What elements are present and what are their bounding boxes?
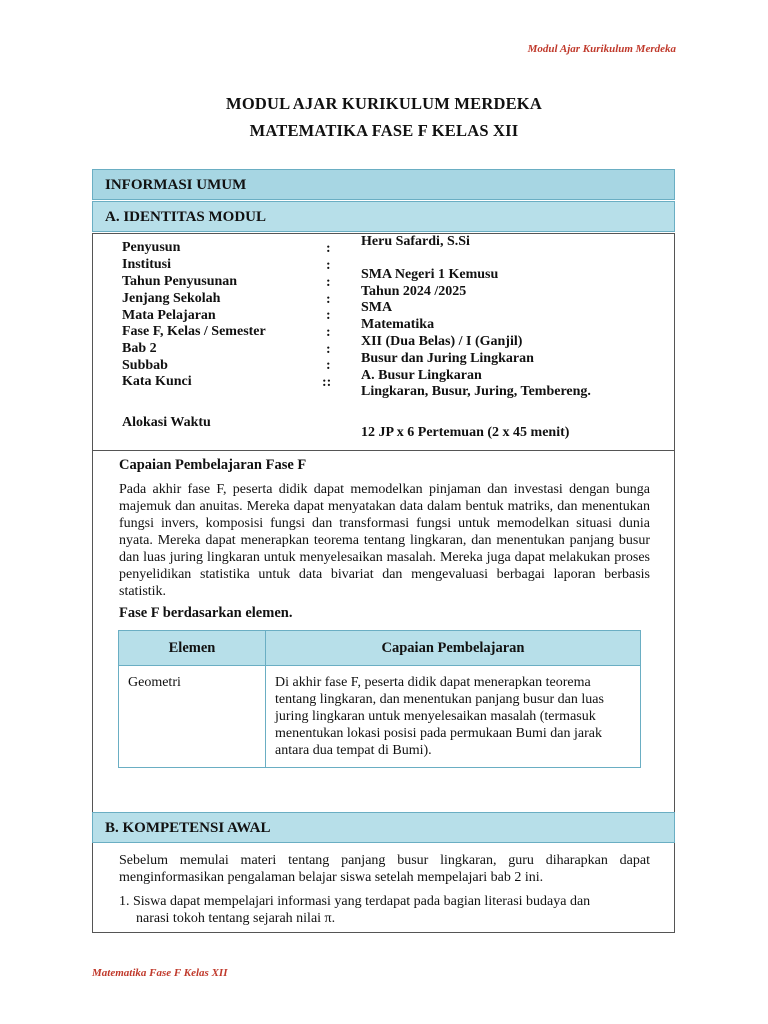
label-institusi: Institusi — [122, 257, 172, 272]
colon: : — [326, 258, 331, 273]
kompetensi-paragraph: Sebelum memulai materi tentang panjang busur lingkaran, guru diharapkan dapat menginformasikan pengalaman belajar siswa setelah mempelajari bab 2 ini. — [119, 853, 650, 885]
value-bab: Busur dan Juring Lingkaran — [361, 351, 534, 366]
value-alokasi: 12 JP x 6 Pertemuan (2 x 45 menit) — [361, 425, 570, 440]
colon: : — [326, 358, 331, 373]
elemen-table — [118, 630, 641, 768]
colon: : — [326, 325, 331, 340]
label-fase: Fase F, Kelas / Semester — [122, 324, 266, 339]
cell-capaian: Di akhir fase F, peserta didik dapat menerapkan teorema tentang lingkaran, dan menentukan panjang busur dan luas juring lingkaran untuk menyelesaikan masalah (termasuk menentukan lokasi posisi pada permukaan Bumi dan jarak antara dua tempat di Bumi). — [266, 666, 641, 768]
colon: : — [326, 275, 331, 290]
running-footer: Matematika Fase F Kelas XII — [92, 967, 228, 979]
colon: : — [326, 241, 331, 256]
label-subbab: Subbab — [122, 358, 168, 373]
label-kata-kunci: Kata Kunci — [122, 374, 192, 389]
label-bab: Bab 2 — [122, 341, 157, 356]
value-subbab: A. Busur Lingkaran — [361, 368, 482, 383]
label-jenjang: Jenjang Sekolah — [122, 291, 221, 306]
label-mapel: Mata Pelajaran — [122, 308, 216, 323]
section-band-informasi-umum: INFORMASI UMUM — [92, 169, 675, 200]
value-kata-kunci: Lingkaran, Busur, Juring, Tembereng. — [361, 384, 591, 399]
value-jenjang: SMA — [361, 300, 393, 315]
elemen-subheading: Fase F berdasarkan elemen. — [119, 605, 293, 621]
capaian-heading: Capaian Pembelajaran Fase F — [119, 457, 307, 473]
running-header: Modul Ajar Kurikulum Merdeka — [527, 43, 676, 55]
table-row — [119, 666, 641, 768]
capaian-paragraph: Pada akhir fase F, peserta didik dapat memodelkan pinjaman dan investasi dengan bunga majemuk dan anuitas. Mereka dapat menyatakan data dalam bentuk matriks, dan menentukan fungsi invers, komposisi fungsi dan transformasi fungsi untuk memodelkan situasi dunia nyata. Mereka dapat menerapkan teorema tentang lingkaran, dan menentukan panjang busur dan luas juring lingkaran untuk menyelesaikan masalah. Mereka juga dapat melakukan proses penyelidikan statistika untuk data bivariat dan mengevaluasi berbagai laporan berbasis statistik. — [119, 482, 650, 599]
label-penyusun: Penyusun — [122, 240, 181, 255]
colon: :: — [322, 375, 332, 390]
value-penyusun: Heru Safardi, S.Si — [361, 234, 470, 249]
kompetensi-item-1-cont: narasi tokoh tentang sejarah nilai π. — [136, 911, 336, 926]
value-tahun: Tahun 2024 /2025 — [361, 284, 467, 299]
colon: : — [326, 308, 331, 323]
table-header-capaian: Capaian Pembelajaran — [266, 631, 641, 666]
label-alokasi: Alokasi Waktu — [122, 415, 211, 430]
kompetensi-item-1: 1. Siswa dapat mempelajari informasi yang terdapat pada bagian literasi budaya dan — [119, 894, 591, 909]
value-mapel: Matematika — [361, 317, 435, 332]
value-fase: XII (Dua Belas) / I (Ganjil) — [361, 334, 523, 349]
table-header-elemen: Elemen — [119, 631, 266, 666]
section-band-kompetensi: B. KOMPETENSI AWAL — [92, 812, 675, 843]
value-institusi: SMA Negeri 1 Kemusu — [361, 267, 499, 282]
colon: : — [326, 342, 331, 357]
document-subtitle: MATEMATIKA FASE F KELAS XII — [249, 121, 519, 140]
colon: : — [326, 292, 331, 307]
document-title: MODUL AJAR KURIKULUM MERDEKA — [226, 94, 542, 113]
section-band-identitas: A. IDENTITAS MODUL — [92, 201, 675, 232]
cell-elemen: Geometri — [119, 666, 266, 768]
label-tahun: Tahun Penyusunan — [122, 274, 238, 289]
